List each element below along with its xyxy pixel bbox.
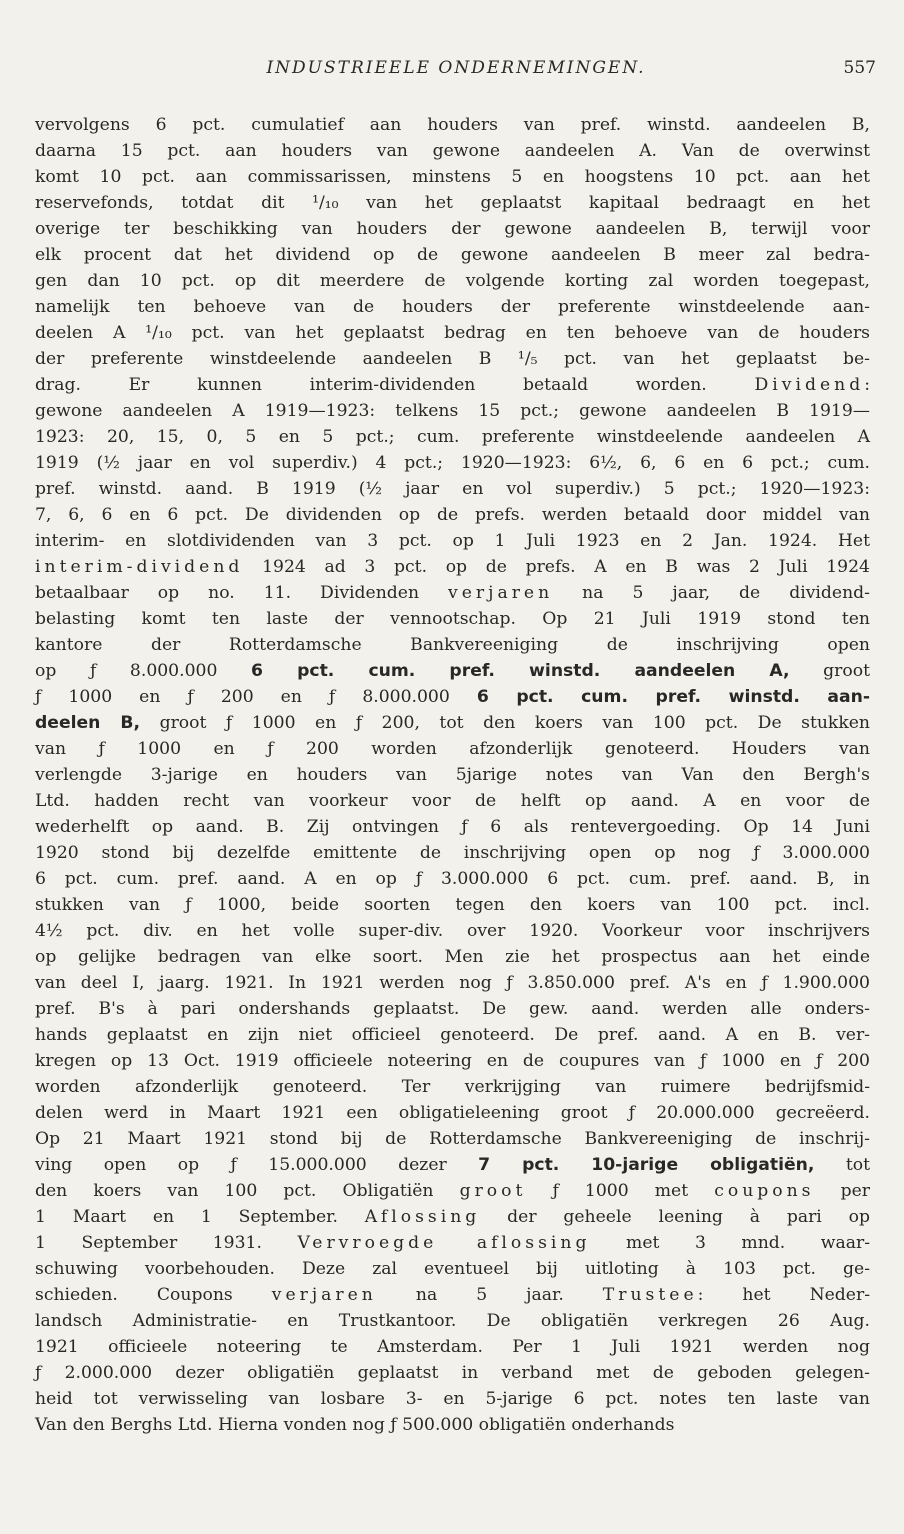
text-segment: drag. Er kunnen interim-dividenden betaald worden. — [35, 375, 755, 395]
text-segment: 1920 stond bij dezelfde emittente de inschrijving open op nog ƒ 3.000.000 — [35, 843, 870, 863]
text-segment: komt 10 pct. aan commissarissen, minstens 5 en hoogstens 10 pct. aan het — [35, 167, 870, 187]
text-line — [35, 1412, 870, 1438]
text-segment: met 3 mnd. waar- — [590, 1233, 871, 1253]
text-segment: 7, 6, 6 en 6 pct. De dividenden op de prefs. werden betaald door middel van — [35, 505, 870, 525]
text-segment: 1 September 1931. — [35, 1233, 298, 1253]
text-segment: heid tot verwisseling van losbare 3- en 5-jarige 6 pct. notes ten laste van — [35, 1389, 870, 1409]
text-segment: ving open op ƒ 15.000.000 dezer — [35, 1155, 479, 1175]
bold-text: deelen B, — [35, 713, 141, 733]
text-segment: landsch Administratie- en Trustkantoor. De obligatiën verkregen 26 Aug. — [35, 1311, 870, 1331]
text-segment: verlengde 3-jarige en houders van 5jarige notes van Van den Bergh's — [35, 765, 870, 785]
text-segment: betaalbaar op no. 11. Dividenden — [35, 583, 449, 603]
text-line — [35, 684, 870, 710]
spaced-text: Trustee — [602, 1285, 698, 1305]
text-segment: kantore der Rotterdamsche Bankvereeniging de inschrijving open — [35, 635, 870, 655]
text-line — [35, 476, 870, 502]
text-line — [35, 528, 870, 554]
text-segment: 1924 ad 3 pct. op de prefs. A en B was 2 Juli 1924 — [243, 557, 870, 577]
text-line — [35, 398, 870, 424]
text-segment: gewone aandeelen A 1919—1923: telkens 15 pct.; gewone aandeelen B 1919— — [35, 401, 870, 421]
text-segment: ƒ 1000 en ƒ 200 en ƒ 8.000.000 — [35, 687, 477, 707]
text-segment: worden afzonderlijk genoteerd. Ter verkrijging van ruimere bedrijfsmid- — [35, 1077, 870, 1097]
text-line — [35, 1152, 870, 1178]
text-segment: belasting komt ten laste der vennootschap. Op 21 Juli 1919 stond ten — [35, 609, 870, 629]
text-segment: op ƒ 8.000.000 — [35, 661, 251, 681]
text-segment: ƒ 2.000.000 dezer obligatiën geplaatst in verband met de geboden gelegen- — [35, 1363, 870, 1383]
text-line — [35, 788, 870, 814]
text-line — [35, 1386, 870, 1412]
text-line — [35, 918, 870, 944]
running-head — [36, 52, 876, 82]
text-line — [35, 866, 870, 892]
text-segment: 1919 (½ jaar en vol superdiv.) 4 pct.; 1920—1923: 6½, 6, 6 en 6 pct.; cum. — [35, 453, 870, 473]
text-segment: schuwing voorbehouden. Deze zal eventueel bij uitloting à 103 pct. ge- — [35, 1259, 870, 1279]
text-segment: elk procent dat het dividend op de gewone aandeelen B meer zal bedra- — [35, 245, 870, 265]
text-segment: wederhelft op aand. B. Zij ontvingen ƒ 6 als rentevergoeding. Op 14 Juni — [35, 817, 870, 837]
text-line — [35, 814, 870, 840]
text-segment: hands geplaatst en zijn niet officieel genoteerd. De pref. aand. A en B. ver- — [35, 1025, 870, 1045]
text-segment: daarna 15 pct. aan houders van gewone aandeelen A. Van de overwinst — [35, 141, 870, 161]
text-line — [35, 294, 870, 320]
text-segment: namelijk ten behoeve van de houders der preferente winstdeelende aan- — [35, 297, 870, 317]
body-text — [35, 112, 870, 1438]
text-segment: 6 pct. cum. pref. aand. A en op ƒ 3.000.000 6 pct. cum. pref. aand. B, in — [35, 869, 870, 889]
text-line — [35, 320, 870, 346]
spaced-text: Dividend — [754, 375, 865, 395]
text-line — [35, 1074, 870, 1100]
text-segment: gen dan 10 pct. op dit meerdere de volgende korting zal worden toegepast, — [35, 271, 870, 291]
text-line — [35, 1100, 870, 1126]
text-segment: : het Neder- — [697, 1285, 870, 1305]
text-line — [35, 658, 870, 684]
text-line — [35, 554, 870, 580]
text-line — [35, 450, 870, 476]
text-line — [35, 632, 870, 658]
text-line — [35, 1230, 870, 1256]
text-segment: Op 21 Maart 1921 stond bij de Rotterdamsche Bankvereeniging de inschrij- — [35, 1129, 870, 1149]
bold-text: 6 pct. cum. pref. winstd. aandeelen A, — [251, 661, 790, 681]
text-line — [35, 762, 870, 788]
text-segment: na 5 jaar, de dividend- — [553, 583, 870, 603]
text-segment: ƒ 1000 met — [526, 1181, 715, 1201]
text-line — [35, 502, 870, 528]
bold-text: 6 pct. cum. pref. winstd. aan- — [476, 687, 870, 707]
text-segment: : — [864, 375, 870, 395]
text-line — [35, 242, 870, 268]
text-line — [35, 268, 870, 294]
text-segment: Ltd. hadden recht van voorkeur voor de helft op aand. A en voor de — [35, 791, 870, 811]
text-segment: 1923: 20, 15, 0, 5 en 5 pct.; cum. preferente winstdeelende aandeelen A — [35, 427, 870, 447]
text-segment: kregen op 13 Oct. 1919 officieele noteering en de coupures van ƒ 1000 en ƒ 200 — [35, 1051, 870, 1071]
text-line — [35, 606, 870, 632]
text-segment: Van den Berghs Ltd. Hierna vonden nog ƒ 500.000 obligatiën onderhands — [35, 1415, 675, 1435]
text-line — [35, 1204, 870, 1230]
text-line — [35, 710, 870, 736]
text-segment: der geheele leening à pari op — [480, 1207, 870, 1227]
text-segment: overige ter beschikking van houders der gewone aandeelen B, terwijl voor — [35, 219, 870, 239]
text-line — [35, 1022, 870, 1048]
text-line — [35, 138, 870, 164]
text-line — [35, 1360, 870, 1386]
bold-text: 7 pct. 10-jarige obligatiën, — [478, 1155, 815, 1175]
text-line — [35, 1282, 870, 1308]
text-segment: reservefonds, totdat dit ¹/₁₀ van het geplaatst kapitaal bedraagt en het — [35, 193, 870, 213]
text-line — [35, 1178, 870, 1204]
running-title: INDUSTRIEELE ONDERNEMINGEN. — [266, 58, 646, 78]
spaced-text: Vervroegde aflossing — [297, 1233, 591, 1253]
text-line — [35, 424, 870, 450]
text-line — [35, 1048, 870, 1074]
spaced-text: interim-dividend — [35, 557, 244, 577]
text-segment: stukken van ƒ 1000, beide soorten tegen den koers van 100 pct. incl. — [35, 895, 870, 915]
page-number: 557 — [843, 58, 876, 78]
text-line — [35, 736, 870, 762]
text-segment: den koers van 100 pct. Obligatiën — [35, 1181, 460, 1201]
text-segment: 1 Maart en 1 September. — [35, 1207, 365, 1227]
text-segment: delen werd in Maart 1921 een obligatieleening groot ƒ 20.000.000 gecreëerd. — [35, 1103, 870, 1123]
text-segment: tot — [814, 1155, 870, 1175]
text-line — [35, 372, 870, 398]
text-segment: groot — [789, 661, 871, 681]
text-line — [35, 164, 870, 190]
spaced-text: verjaren — [448, 583, 554, 603]
text-segment: pref. winstd. aand. B 1919 (½ jaar en vol superdiv.) 5 pct.; 1920—1923: — [35, 479, 870, 499]
text-line — [35, 996, 870, 1022]
text-line — [35, 970, 870, 996]
text-line — [35, 346, 870, 372]
text-line — [35, 1126, 870, 1152]
text-segment: van ƒ 1000 en ƒ 200 worden afzonderlijk genoteerd. Houders van — [35, 739, 870, 759]
text-segment: op gelijke bedragen van elke soort. Men zie het prospectus aan het einde — [35, 947, 870, 967]
text-segment: na 5 jaar. — [376, 1285, 603, 1305]
text-line — [35, 112, 870, 138]
spaced-text: verjaren — [271, 1285, 377, 1305]
spaced-text: Aflossing — [364, 1207, 481, 1227]
text-segment: deelen A ¹/₁₀ pct. van het geplaatst bedrag en ten behoeve van de houders — [35, 323, 870, 343]
text-segment: 1921 officieele noteering te Amsterdam. Per 1 Juli 1921 werden nog — [35, 1337, 870, 1357]
text-segment: schieden. Coupons — [35, 1285, 272, 1305]
text-segment: per — [814, 1181, 870, 1201]
text-segment: interim- en slotdividenden van 3 pct. op 1 Juli 1923 en 2 Jan. 1924. Het — [35, 531, 870, 551]
text-segment: van deel I, jaarg. 1921. In 1921 werden nog ƒ 3.850.000 pref. A's en ƒ 1.900.000 — [35, 973, 870, 993]
text-line — [35, 1334, 870, 1360]
text-line — [35, 216, 870, 242]
text-line — [35, 892, 870, 918]
text-segment: groot ƒ 1000 en ƒ 200, tot den koers van 100 pct. De stukken — [140, 713, 870, 733]
text-line — [35, 840, 870, 866]
text-segment: der preferente winstdeelende aandeelen B ¹/₅ pct. van het geplaatst be- — [35, 349, 870, 369]
text-segment: 4½ pct. div. en het volle super-div. over 1920. Voorkeur voor inschrijvers — [35, 921, 870, 941]
text-line — [35, 580, 870, 606]
text-segment: vervolgens 6 pct. cumulatief aan houders van pref. winstd. aandeelen B, — [35, 115, 870, 135]
text-line — [35, 1256, 870, 1282]
spaced-text: groot — [459, 1181, 527, 1201]
spaced-text: coupons — [714, 1181, 815, 1201]
text-segment: pref. B's à pari ondershands geplaatst. De gew. aand. werden alle onders- — [35, 999, 870, 1019]
text-line — [35, 190, 870, 216]
text-line — [35, 944, 870, 970]
text-line — [35, 1308, 870, 1334]
